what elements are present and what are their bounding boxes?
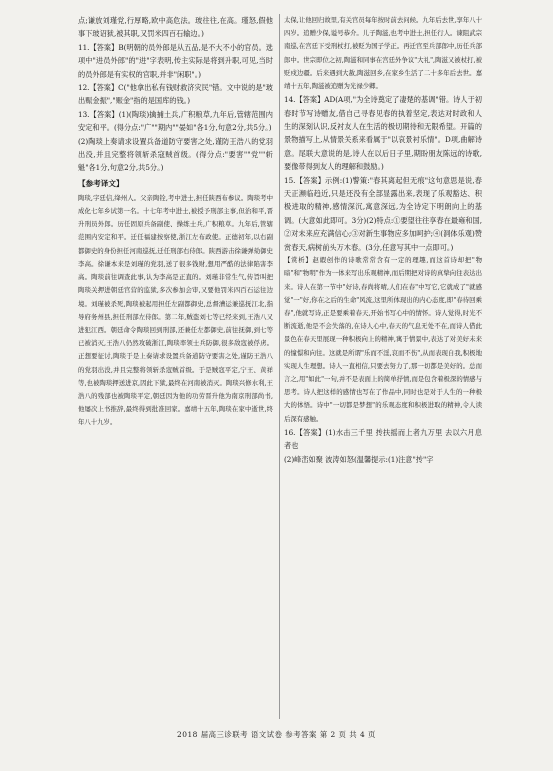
answers-11-13: 点;谦放刘瑾党,行厚略,欧中高危法。玻往往,在高。瑾怒,假他事下玻诏狱,被其职,又罚米四百石输边。) 11.【答案】B(明朝的员外郎是从五品,是不大不小的官员。选项中"进员外郎"的"进"字表明,传主实际是将到升职,可见,当时的员外郎是有实权的官职,并非"闲职"。) 12.【答案】C("他拿出私有钱财救济灾民"错。文中说的是"玻出赈金振","赈金"指的是国库的钱。) 13.【答案】(1)(陶琰)擒捕土兵,广积粮草,九年后,管辖范围内安定和平。(得分点:"广""期内""晏如"各1分,句意2分,共5分。) (2)陶琰上奏请求设置兵备道防守要害之处,谨防王浩八的党羽出没,并且完整将领斩杀寇贼首级。(得分点:"要害""党""斩魁"各1分,句意2分,共5分。) bbox=[78, 16, 273, 173]
answer-14: 14.【答案】AD(A项,"为全诗奠定了凄楚的基调"错。诗人于初春时节写诗赠友,借自己寻春见春的执着坚定,表达对时政和人生的深刻认识,反衬友人在生活的极切期待和无限希望。开篇的景物描写上,从情景关系来看属于"以哀景衬乐情"。D项,曲解诗意。尾联大意说的是,诗人在以后日子里,期盼朋友陈远的诗歌,要像带得到友人的理解和鼓励。) bbox=[284, 95, 482, 172]
reference-translation-text: 陶琰,字廷信,绛州人。父亲陶铨,考中进士,担任陕西布参议。陶琰考中成化七年乡试第一名。十七年考中进士,被授予刑部主事,但治和平,晋升刑员外郎。历任固原兵备副使、操练士兵,广积粮草。九年后,管辖范围内安定和平。迁任福建按察使,浙江左布政使。正德初年,以右副都御史的身份担任河南巡抚,迁任刑部右侍郎。陕西游击徐谦弹劾御史李高。徐谦本来是刘瑾的党羽,送了很多钱财,想用严酷的法律陷害李高。陶琰前往调查此事,认为李高是正直的。刘瑾非常生气,传旨叫把陶琰关押进朝廷官营的监狱,多次参加会审,又要他罚米四百石运往边境。刘瑾被杀死,陶琰被起用担任左副都御史,总督漕运兼巡抚江北,指导府务州县,担任刑部左侍郎。第二年,贼盗刘七等已经来到,王浩八又进犯江西。朝廷命令陶琰回到刑部,还兼任左都御史,前往抚御,到七等已被消灭,王浩八仍然攻破浙江,陶琰率领士兵防御,很多敌寇被俘虏。正想要征讨,陶琰于是上奏请求设置兵备道防守要害之处,谨防王浩八的党羽出没,并且完整将领斩杀寇贼首级。于是贼寇平定,宁王、黄祥等,也被陶琰押送进京,因此下狱,最终在河南被消灭。陶琰兴修水利,王浩八的残部也被陶琰平定,朝廷因为他的功劳晋升他为南京刑部尚书,他屡次上书推辞,最终得到批准回家。嘉靖十五年,陶琰在家中逝世,终年八十九岁。 bbox=[78, 193, 273, 427]
column-divider bbox=[279, 14, 280, 719]
right-column bbox=[284, 14, 482, 466]
appreciation-text: 【赏析】赵嘏创作的诗歌常常含有一定的理趣,而这首诗却把"物暗"和"物明"作为一体来写出乐观精神,而后期把对诗的真挚向往表达出来。诗人在第一节中"好诗,春尚将晴,人们在春"中写它,它就成了"就感觉"一"好,你在之后的生命"风流,这里所体现出的内心态度,即"春待回乘春",他就写诗,正是要乘着春天,开始书写心中的情怀。诗人觉得,时光不断流逝,他是不会失落的,在诗人心中,春天的气息无处不在,而诗人借此景色在春天里展现一种积极向上的精神,寓于情景中,表达了对美好未来的憧憬和向往。这就是所谓"乐而不淫,哀而不伤",从而表现自我,积极地实现人生理想。诗人一直相信,只要去努力了,那一切都是美好的。总而言之,用"如此"一句,并不是表面上的简单抒情,而是包含着极深的情感与思考。诗人把这样的感情也写在了作品中,同时也是对于人生的一种极大的体悟。诗中"一切都是梦想"的乐观态度和积极进取的精神,令人读后深有感触。 bbox=[284, 256, 482, 423]
answer-16: 16.【答案】(1)水击三千里 抟扶摇而上者九万里 去以六月息者也 (2)峰峦如聚 波涛如怒(温馨提示:(1)注意"抟"字 bbox=[284, 427, 482, 464]
page-footer: 2018 届高三诊联考 语文试卷 参考答案 第 2 页 共 4 页 bbox=[177, 730, 376, 739]
answer-15: 15.【答案】示例:(1)警策:"春其离起但无痕"这句意思是说,春天正濒临趋近,只是还没有全部显露出来,表现了乐观豁达、积极进取的精神,感情深沉,寓意深远,为全诗定下明朗向上的基调。(大意如此即可。3分)(2)特点:①要望往往享春在最雍和国,②对未来应充满信心;③对新生事物应多加呵护;④(洞体乐观)赞赏春天,病树前头万木春。(3分,任意写其中一点即可。) bbox=[284, 175, 482, 252]
left-column bbox=[78, 14, 273, 430]
reference-translation-heading: 【参考译文】 bbox=[78, 178, 124, 188]
translation-continued: 太保,让他回归故里,有关官员每年按时前去问候。九年后去世,享年八十四岁。追赠少保,谥号恭介。儿子陶滋,也考中进士,担任行人。谏阻武宗南巡,在宫廷下受刑杖打,被贬为国子学正。再迁官至兵部郎中,历任兵部郎中。世宗即位之初,陶滋和同事在宫廷外争议"大礼",陶滋又被杖打,被贬戍边疆。后来遇到大赦,陶滋回乡,在家乡生活了二十多年后去世。嘉靖十五年,陶滋被追赠为光禄少卿。 bbox=[284, 16, 482, 91]
